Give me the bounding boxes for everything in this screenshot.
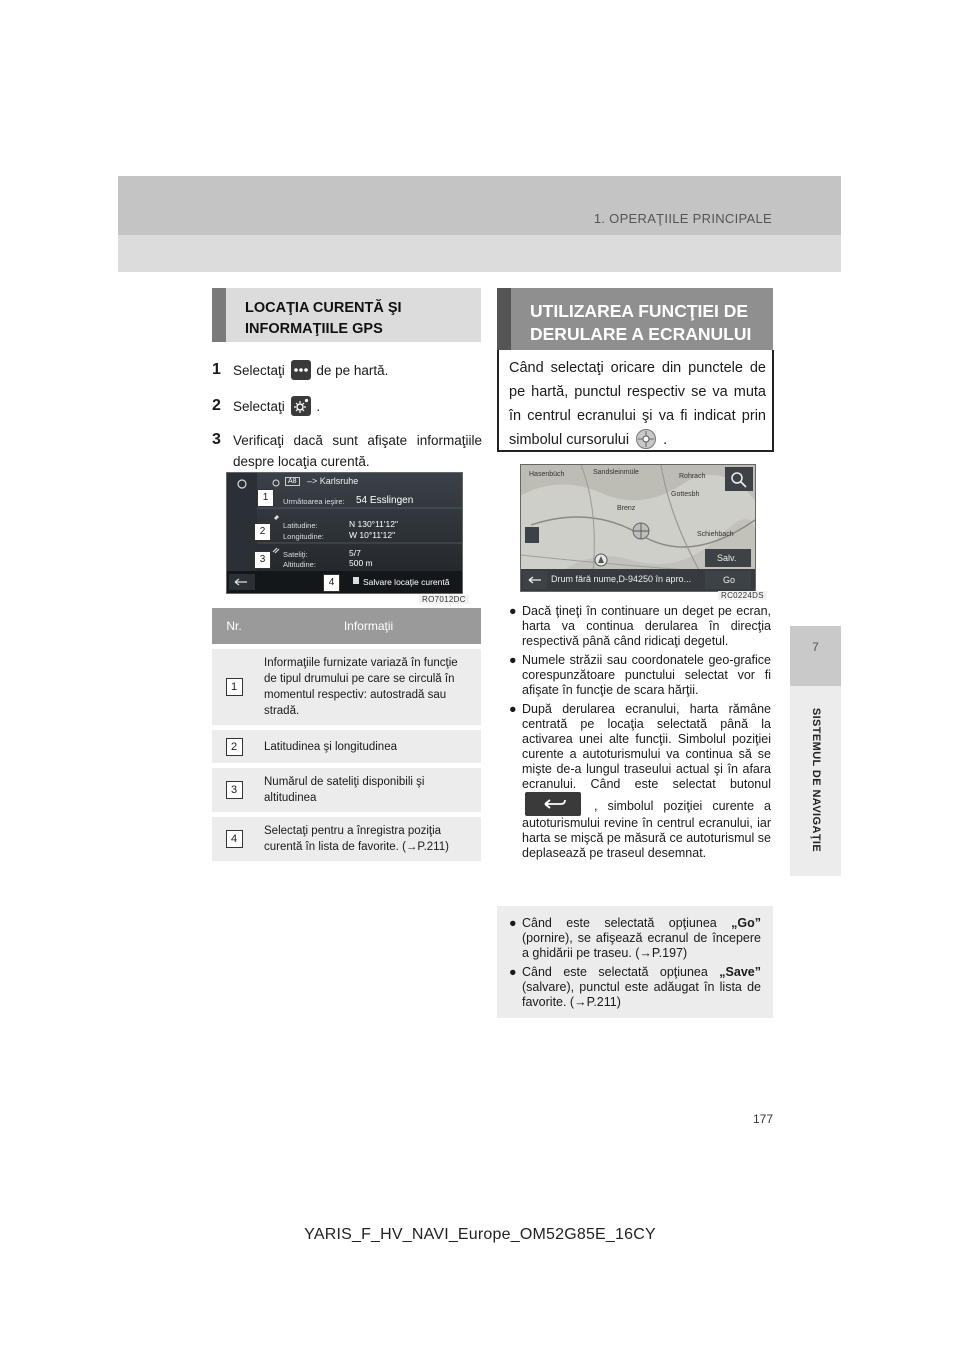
list-item: ● După derularea ecranului, harta rămâne centrată pe locaţia selectată până la activarea unei alte funcţii. Simbolul poziţiei curente a autoturismului va continua să se mişte de-a lungul traseului actual şi în afara ecranului. Când este selectat butonul , simbolul poziţiei curente a autoturismului revine în centrul ecranului, iar harta se mişcă pe măsură ce autoturismul se deplasează pe traseul desemnat. [509, 702, 771, 860]
satellites-value: 5/7 [349, 548, 361, 558]
satellites-label: Sateliţi: [283, 550, 308, 559]
note-box [497, 906, 773, 1018]
scroll-bullets [509, 604, 771, 865]
callout-4: 4 [323, 574, 340, 592]
map-place: Gottesbh [671, 491, 700, 498]
step-text: Selectaţi [233, 399, 285, 414]
row-number: 2 [226, 738, 243, 756]
step-number: 1 [212, 361, 221, 378]
step-1 [212, 360, 482, 382]
step-text: de pe hartă. [316, 363, 389, 378]
left-heading-text: LOCAŢIA CURENTĂ ŞI INFORMAŢIILE GPS [245, 300, 402, 337]
page-number: 177 [752, 1112, 773, 1126]
callout-2: 2 [254, 523, 271, 541]
cursor-icon [635, 428, 657, 458]
step-text: . [316, 399, 321, 414]
step-text: Verificaţi dacă sunt afişate informaţiile despre locaţia curentă. [233, 433, 482, 469]
image-code: RO7012DC [419, 595, 469, 604]
chapter-number: 7 [812, 640, 819, 654]
footer-code: YARIS_F_HV_NAVI_Europe_OM52G85E_16CY [304, 1226, 656, 1243]
chapter-title: SISTEMUL DE NAVIGAŢIE [810, 707, 822, 853]
step-3 [212, 430, 482, 474]
list-item: ● Când este selectată opţiunea „Go” (pornire), se afişează ecranul de începere a ghidării pe traseu. (→P.197) [509, 916, 762, 960]
step-text: Selectaţi [233, 363, 285, 378]
save-location-button[interactable]: Salvare locaţie curentă [363, 577, 450, 587]
info-table [212, 608, 481, 861]
heading-bar [497, 288, 511, 350]
row-text: Selectaţi pentru a înregistra poziţia curentă în lista de favorite. (→P.211) [256, 815, 481, 862]
longitude-value: W 10°11'12" [349, 530, 396, 540]
map-screenshot [520, 464, 756, 592]
longitude-label: Longitudine: [283, 532, 324, 541]
right-section-heading [497, 288, 773, 350]
row-text: Numărul de sateliţi disponibili şi altitudinea [256, 766, 481, 815]
back-icon [525, 792, 581, 816]
route-badge: A8 [285, 477, 300, 486]
bullet-icon: ● [509, 916, 517, 930]
table-header-row [212, 608, 481, 647]
row-text: Latitudinea şi longitudinea [256, 728, 481, 766]
callout-3: 3 [254, 551, 271, 569]
section-title: 1. OPERAŢIILE PRINCIPALE [593, 211, 772, 226]
next-exit-value: 54 Esslingen [356, 495, 414, 506]
next-exit-label: Următoarea ieşire: [283, 497, 345, 506]
table-row [212, 647, 481, 728]
row-number: 3 [226, 781, 243, 799]
bullet-icon: ● [509, 702, 517, 716]
latitude-value: N 130°11'12" [349, 519, 398, 529]
list-item: ● Numele străzii sau coordonatele geo-grafice corespunzătoare punctului selectat vor fi afişate în funcţie de scara hărţii. [509, 653, 771, 697]
header-top-band [118, 176, 841, 235]
table-row [212, 728, 481, 766]
map-place: Schiehbach [697, 531, 734, 538]
step-number: 2 [212, 397, 221, 414]
gps-info-screenshot [226, 472, 463, 594]
image-code: RC0224DS [718, 591, 767, 600]
table-row [212, 815, 481, 862]
map-place: Hasenbüch [529, 471, 565, 478]
intro-text: Când selectaţi oricare din punctele de pe hartă, punctul respectiv se va muta în centrul ecranului şi va fi indicat prin simbolul cursorului . [509, 356, 766, 458]
table-header-info: Informaţii [256, 608, 481, 647]
altitude-label: Altitudine: [283, 560, 316, 569]
more-options-icon [291, 360, 311, 380]
heading-bar [212, 288, 226, 342]
route-bar-text: Drum fără nume,D-94250 în apro... [551, 574, 692, 584]
row-text: Informaţiile furnizate variază în funcţie de tipul drumului pe care se circulă în momentul respectiv: autostradă sau stradă. [256, 647, 481, 728]
right-heading-text: UTILIZAREA FUNCŢIEI DE DERULARE A ECRANULUI [530, 301, 752, 344]
bullet-icon: ● [509, 604, 517, 618]
map-place: Brenz [617, 505, 636, 512]
table-header-nr: Nr. [212, 608, 256, 647]
row-number: 1 [226, 678, 243, 696]
map-place: Sandsleinmüle [593, 469, 639, 476]
list-item: ● Când este selectată opţiunea „Save” (salvare), punctul este adăugat în lista de favorite. (→P.211) [509, 965, 761, 1009]
table-row [212, 766, 481, 815]
left-section-heading [212, 288, 481, 342]
row-number: 4 [226, 830, 243, 848]
latitude-label: Latitudine: [283, 521, 318, 530]
list-item: ● Dacă ţineţi în continuare un deget pe ecran, harta va continua derularea în direcţia respectivă până când ridicaţi degetul. [509, 604, 771, 648]
step-number: 3 [212, 431, 221, 448]
intro-box [497, 350, 774, 452]
map-save-button[interactable]: Salv. [717, 553, 737, 563]
bullet-icon: ● [509, 965, 517, 979]
callout-1: 1 [257, 489, 274, 507]
gps-info-icon [291, 396, 311, 416]
map-place: Rohrach [679, 473, 706, 480]
bullet-icon: ● [509, 653, 517, 667]
step-2 [212, 396, 482, 418]
map-go-button[interactable]: Go [723, 575, 736, 585]
route-destination: –> Karlsruhe [307, 476, 359, 486]
altitude-value: 500 m [349, 558, 373, 568]
